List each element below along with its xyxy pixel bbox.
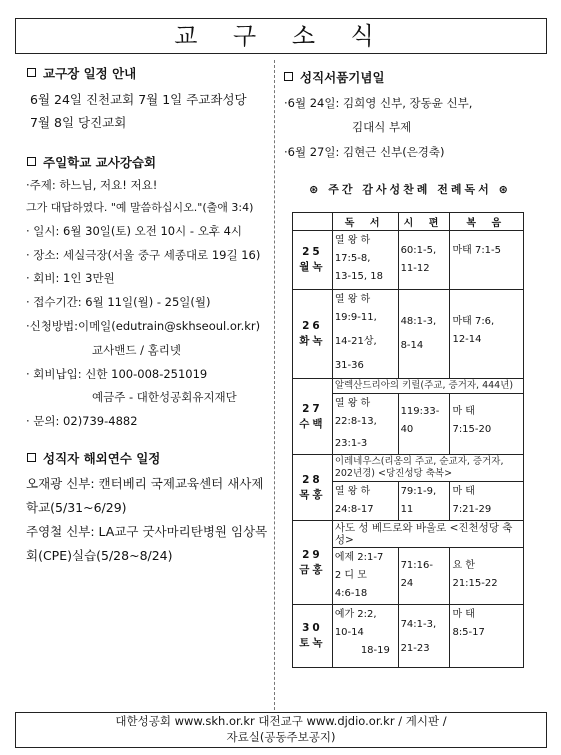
training-line: ·주제: 하느님, 저요! 저요!	[26, 178, 158, 192]
header-gospel: 복 음	[450, 213, 524, 231]
training-line: · 일시: 6월 30일(토) 오전 10시 - 오후 4시	[26, 224, 242, 238]
feast-note: 사도 성 베드로와 바울로 <진천성당 축성>	[332, 521, 523, 548]
square-bullet-icon	[27, 157, 36, 166]
bishop-schedule-line: 7월 8일 당진교회	[30, 115, 127, 130]
gospel-cell: 마 태 7:15-20	[450, 394, 524, 455]
section-bishop-schedule-title: 교구장 일정 안내	[27, 64, 136, 82]
training-line: · 회비납입: 신한 100-008-251019	[26, 367, 208, 381]
header-corner	[293, 213, 333, 231]
psalm-cell: 48:1-3, 8-14	[398, 290, 450, 379]
reading-cell: 열 왕 하 22:8-13, 23:1-3	[332, 394, 398, 455]
day-cell: 30 토녹	[293, 605, 333, 668]
table-row	[293, 455, 524, 482]
reading-cell: 에제 2:1-7 2 디 모 4:6-18	[332, 548, 398, 605]
gospel-cell: 마태 7:6, 12-14	[450, 290, 524, 379]
reading-cell: 열 왕 하 19:9-11, 14-21상, 31-36	[332, 290, 398, 379]
feast-note: 이레네우스(리옹의 주교, 순교자, 증거자, 202년경) <당진성당 축복>	[332, 455, 523, 482]
table-row	[293, 605, 524, 668]
square-bullet-icon	[27, 453, 36, 462]
reading-cell: 열 왕 하 17:5-8, 13-15, 18	[332, 231, 398, 290]
gospel-cell: 마 태 8:5-17	[450, 605, 524, 668]
section-teacher-training-title: 주일학교 교사강습회	[27, 153, 156, 171]
psalm-cell: 119:33- 40	[398, 394, 450, 455]
gospel-cell: 요 한 21:15-22	[450, 548, 524, 605]
overseas-line: 회(CPE)실습(5/28~8/24)	[26, 548, 173, 563]
day-cell: 27 수백	[293, 379, 333, 455]
reading-cell: 예가 2:2, 10-14 18-19	[332, 605, 398, 668]
header-psalm: 시 편	[398, 213, 450, 231]
psalm-cell: 60:1-5, 11-12	[398, 231, 450, 290]
gospel-cell: 마태 7:1-5	[450, 231, 524, 290]
ordination-line: 김대식 부제	[352, 120, 412, 134]
day-cell: 29 금홍	[293, 521, 333, 605]
overseas-line: 오재광 신부: 캔터베리 국제교육센터 새사제	[26, 476, 264, 491]
training-line: 그가 대답하였다. "예 말씀하십시오."(출애 3:4)	[26, 201, 254, 214]
table-row	[293, 290, 524, 379]
day-cell: 28 목홍	[293, 455, 333, 521]
overseas-line: 학교(5/31~6/29)	[26, 500, 127, 515]
header-reading: 독 서	[332, 213, 398, 231]
table-row	[293, 521, 524, 548]
square-bullet-icon	[284, 72, 293, 81]
footer-links-line: 자료실(공동주보공지)	[226, 730, 336, 744]
section-overseas-training-title: 성직자 해외연수 일정	[27, 449, 160, 467]
section-ordination-title: 성직서품기념일	[284, 68, 385, 86]
psalm-cell: 79:1-9, 11	[398, 482, 450, 521]
reading-cell: 열 왕 하 24:8-17	[332, 482, 398, 521]
ordination-line: ·6월 27일: 김현근 신부(은경축)	[284, 145, 445, 159]
column-divider	[274, 60, 275, 710]
table-header-row	[293, 213, 524, 231]
table-row	[293, 231, 524, 290]
training-line: ·신청방법:이메일(edutrain@skhseoul.or.kr)	[26, 319, 261, 333]
square-bullet-icon	[27, 68, 36, 77]
training-line: · 회비: 1인 3만원	[26, 271, 115, 285]
page-title: 교 구 소 식	[15, 18, 547, 54]
lectionary-table	[292, 212, 524, 668]
training-line: · 장소: 세실극장(서울 중구 세종대로 19길 16)	[26, 248, 261, 262]
ordination-line: ·6월 24일: 김희영 신부, 장동윤 신부,	[284, 96, 473, 110]
lectionary-table-title: ⊛ 주간 감사성찬례 전례독서 ⊛	[309, 183, 511, 196]
psalm-cell: 74:1-3, 21-23	[398, 605, 450, 668]
overseas-line: 주영철 신부: LA교구 굿사마리탄병원 임상목	[26, 524, 268, 539]
table-row	[293, 379, 524, 394]
footer-links-line: 대한성공회 www.skh.or.kr 대전교구 www.djdio.or.kr / 게시판 /	[115, 714, 447, 728]
training-line: · 접수기간: 6월 11일(월) - 25일(월)	[26, 295, 211, 309]
psalm-cell: 71:16- 24	[398, 548, 450, 605]
gospel-cell: 마 태 7:21-29	[450, 482, 524, 521]
day-cell: 26 화녹	[293, 290, 333, 379]
feast-note: 알렉산드리아의 키릴(주교, 증거자, 444년)	[332, 379, 523, 394]
day-cell: 25 월녹	[293, 231, 333, 290]
bishop-schedule-line: 6월 24일 진천교회 7월 1일 주교좌성당	[30, 92, 247, 107]
training-line: · 문의: 02)739-4882	[26, 414, 138, 428]
training-line: 교사밴드 / 홈리넷	[92, 343, 181, 357]
training-line: 예금주 - 대한성공회유지재단	[92, 390, 237, 404]
footer-box	[15, 712, 547, 748]
